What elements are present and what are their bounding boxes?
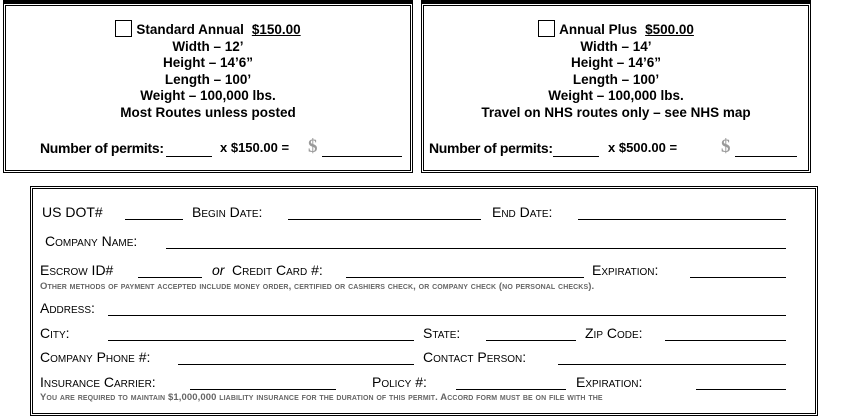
company-name-label: Company Name: (45, 233, 138, 249)
credit-card-field[interactable] (346, 277, 584, 278)
annual-plus-checkbox[interactable] (538, 20, 555, 37)
city-label: City: (40, 325, 70, 341)
policy-field[interactable] (456, 389, 566, 390)
option-standard-annual (3, 20, 413, 121)
standard-height: Height – 14’6” (162, 55, 254, 70)
insurance-expiration-field[interactable] (696, 389, 786, 390)
insurance-carrier-field[interactable] (190, 389, 336, 390)
plus-height: Height – 14’6” (570, 55, 662, 70)
credit-card-label: Credit Card #: (232, 262, 323, 278)
escrow-id-label: Escrow ID# (40, 262, 114, 278)
plus-multiplier: x $500.00 = (608, 140, 678, 155)
standard-dollar-sign: $ (308, 136, 318, 157)
plus-dollar-sign: $ (721, 136, 731, 157)
expiration-label: Expiration: (592, 262, 659, 278)
plus-routes: Travel on NHS routes only – see NHS map (481, 104, 751, 120)
standard-weight: Weight – 100,000 lbs. (140, 88, 276, 103)
option-annual-plus (421, 20, 811, 121)
payment-methods-note: Other methods of payment accepted include money order, certified or cashiers check, or company check (no personal checks). (40, 281, 595, 292)
contact-person-field[interactable] (558, 364, 786, 365)
begin-date-field[interactable] (288, 219, 481, 220)
annual-plus-title: Annual Plus (559, 22, 638, 37)
standard-annual-checkbox[interactable] (115, 20, 132, 37)
plus-total-field[interactable] (735, 156, 797, 157)
state-field[interactable] (486, 340, 576, 341)
standard-annual-price: $150.00 (251, 22, 301, 37)
standard-routes: Most Routes unless posted (120, 104, 296, 120)
us-dot-label: US DOT# (42, 204, 103, 220)
escrow-id-field[interactable] (138, 277, 202, 278)
standard-total-field[interactable] (322, 156, 402, 157)
plus-permits-label: Number of permits: (429, 140, 553, 156)
plus-length: Length – 100’ (572, 71, 660, 87)
standard-annual-title: Standard Annual (136, 22, 244, 37)
address-label: Address: (40, 300, 95, 316)
state-label: State: (423, 325, 461, 341)
standard-multiplier: x $150.00 = (220, 140, 290, 155)
plus-width: Width – 14’ (580, 38, 652, 54)
plus-weight: Weight – 100,000 lbs. (548, 88, 684, 103)
address-field[interactable] (108, 315, 786, 316)
or-label: or (212, 262, 225, 278)
policy-label: Policy #: (372, 374, 427, 390)
end-date-field[interactable] (578, 219, 786, 220)
begin-date-label: Begin Date: (192, 204, 263, 220)
city-field[interactable] (108, 340, 414, 341)
standard-length: Length – 100’ (164, 71, 252, 87)
company-name-field[interactable] (166, 248, 786, 249)
expiration-field[interactable] (690, 277, 786, 278)
zip-code-field[interactable] (665, 340, 786, 341)
insurance-carrier-label: Insurance Carrier: (40, 374, 156, 390)
company-phone-field[interactable] (178, 364, 414, 365)
contact-person-label: Contact Person: (423, 349, 527, 365)
insurance-expiration-label: Expiration: (576, 374, 643, 390)
insurance-requirement-note: You are required to maintain $1,000,000 liability insurance for the duration of this permit. Accord form must be on file with the (40, 392, 603, 403)
company-phone-label: Company Phone #: (40, 349, 151, 365)
end-date-label: End Date: (492, 204, 553, 220)
standard-permits-label: Number of permits: (40, 140, 164, 156)
standard-permits-field[interactable] (166, 156, 212, 157)
plus-permits-field[interactable] (553, 156, 599, 157)
annual-plus-price: $500.00 (645, 22, 694, 37)
standard-width: Width – 12’ (172, 38, 244, 54)
zip-code-label: Zip Code: (585, 325, 643, 341)
us-dot-field[interactable] (125, 219, 183, 220)
